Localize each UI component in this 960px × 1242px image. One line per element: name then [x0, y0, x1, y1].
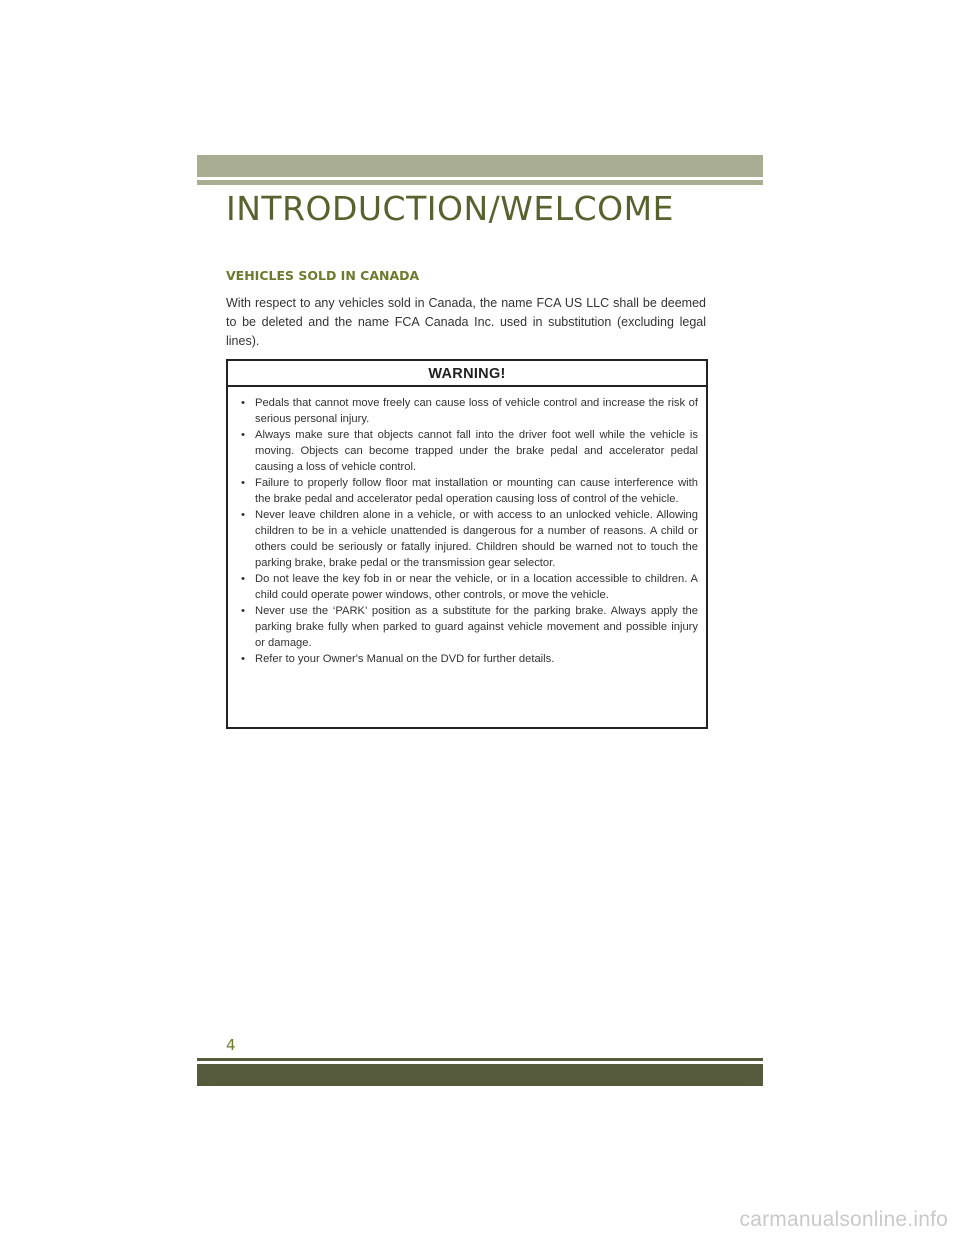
warning-item: • Always make sure that objects cannot fall into the driver foot well while the vehicle is moving. Objects can become trapped under the brake pedal and accelerator pedal causing a loss of vehicle control.	[240, 427, 698, 475]
warning-list	[228, 387, 706, 667]
header-band	[197, 155, 763, 177]
warning-item: • Never leave children alone in a vehicle, or with access to an unlocked vehicle. Allowing children to be in a vehicle unattended is dangerous for a number of reasons. A child or others could be seriously or fatally injured. Children should be warned not to touch the parking brake, brake pedal or the transmission gear selector.	[240, 507, 698, 571]
warning-item: • Never use the ‘PARK’ position as a substitute for the parking brake. Always apply the parking brake fully when parked to guard against vehicle movement and possible injury or damage.	[240, 603, 698, 651]
subsection-heading: VEHICLES SOLD IN CANADA	[226, 268, 420, 283]
page-number: 4	[226, 1036, 236, 1054]
warning-title: WARNING!	[228, 361, 706, 387]
footer-rule	[197, 1058, 763, 1061]
warning-item: • Pedals that cannot move freely can cause loss of vehicle control and increase the risk of serious personal injury.	[240, 395, 698, 427]
warning-item: • Failure to properly follow floor mat installation or mounting can cause interference with the brake pedal and accelerator pedal operation causing loss of control of the vehicle.	[240, 475, 698, 507]
header-rule	[197, 180, 763, 185]
section-title: INTRODUCTION/WELCOME	[226, 189, 674, 228]
warning-box	[226, 359, 708, 729]
watermark: carmanualsonline.info	[739, 1208, 948, 1231]
warning-item: • Do not leave the key fob in or near the vehicle, or in a location accessible to children. A child could operate power windows, other controls, or move the vehicle.	[240, 571, 698, 603]
warning-item: • Refer to your Owner's Manual on the DVD for further details.	[240, 651, 698, 667]
intro-paragraph: With respect to any vehicles sold in Canada, the name FCA US LLC shall be deemed to be deleted and the name FCA Canada Inc. used in substitution (excluding legal lines).	[226, 296, 706, 348]
footer-band	[197, 1064, 763, 1086]
